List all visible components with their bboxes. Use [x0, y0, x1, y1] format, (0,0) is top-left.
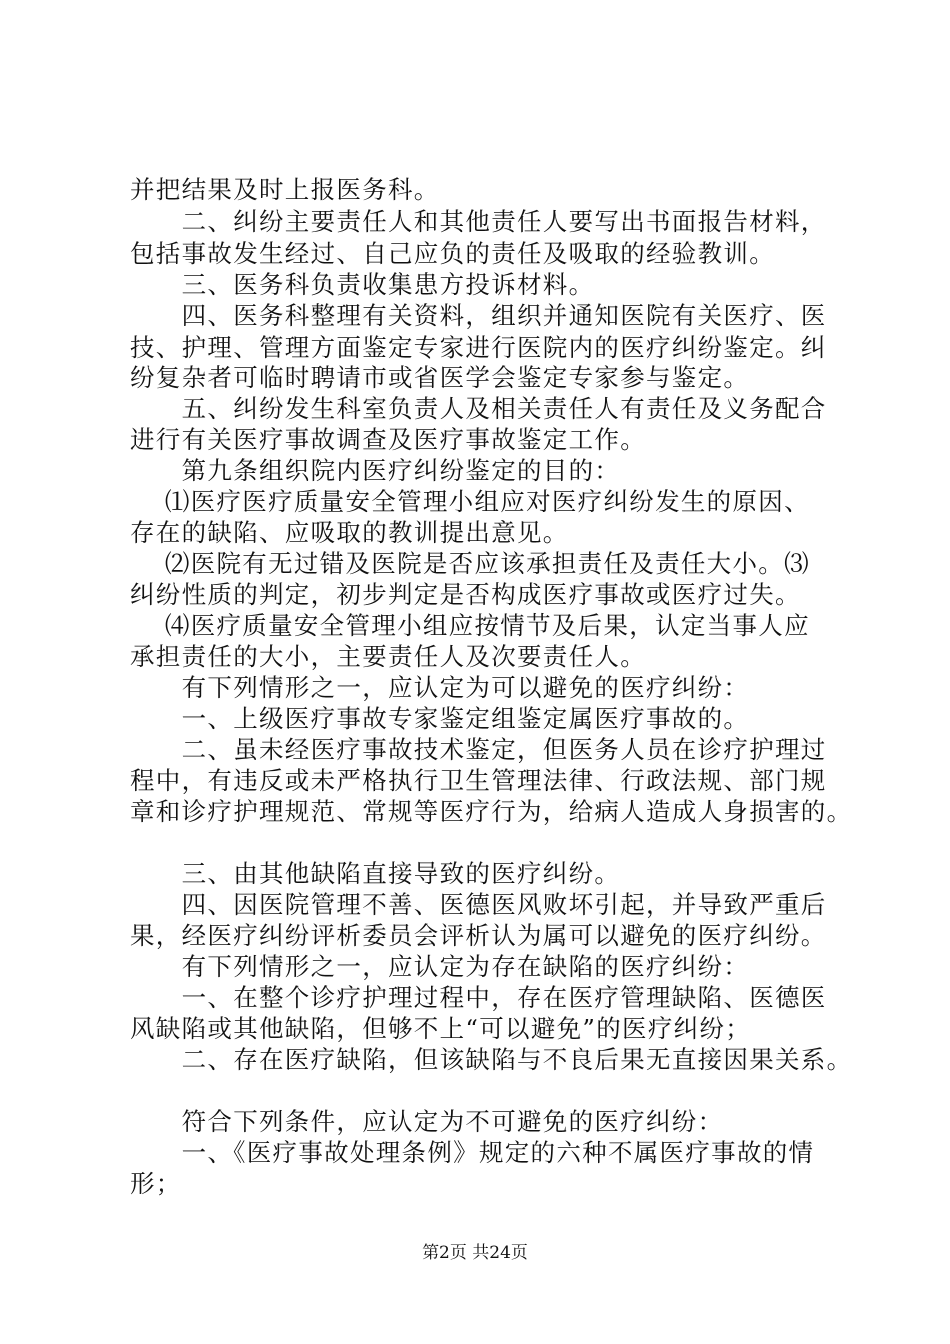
- paragraph-line: 程中，有违反或未严格执行卫生管理法律、行政法规、部门规: [130, 766, 827, 795]
- paragraph-line: 一、在整个诊疗护理过程中，存在医疗管理缺陷、医德医: [130, 983, 827, 1012]
- paragraph-line: 技、护理、管理方面鉴定专家进行医院内的医疗纠纷鉴定。纠: [130, 333, 827, 362]
- paragraph-line: 二、虽未经医疗事故技术鉴定，但医务人员在诊疗护理过: [130, 735, 827, 764]
- paragraph-line: 包括事故发生经过、自己应负的责任及吸取的经验教训。: [130, 239, 775, 268]
- page-number-footer: 第2页 共24页: [422, 1243, 528, 1263]
- paragraph-line: 二、存在医疗缺陷，但该缺陷与不良后果无直接因果关系。: [130, 1045, 853, 1074]
- paragraph-line: 有下列情形之一，应认定为存在缺陷的医疗纠纷：: [130, 952, 750, 981]
- paragraph-line: 四、因医院管理不善、医德医风败坏引起，并导致严重后: [130, 890, 827, 919]
- paragraph-line: 符合下列条件，应认定为不可避免的医疗纠纷：: [130, 1107, 724, 1136]
- paragraph-line: 进行有关医疗事故调查及医疗事故鉴定工作。: [130, 425, 646, 454]
- paragraph-line: 有下列情形之一，应认定为可以避免的医疗纠纷：: [130, 673, 750, 702]
- paragraph-line: ⑷医疗质量安全管理小组应按情节及后果，认定当事人应: [130, 611, 810, 640]
- paragraph-line: 三、医务科负责收集患方投诉材料。: [130, 270, 595, 299]
- paragraph-line: 四、医务科整理有关资料，组织并通知医院有关医疗、医: [130, 301, 827, 330]
- paragraph-line: ⑵医院有无过错及医院是否应该承担责任及责任大小。⑶: [130, 549, 810, 578]
- paragraph-line: 纠纷性质的判定，初步判定是否构成医疗事故或医疗过失。: [130, 580, 801, 609]
- paragraph-line: ⑴医疗医疗质量安全管理小组应对医疗纠纷发生的原因、: [130, 487, 810, 516]
- blank-line: [130, 828, 835, 858]
- paragraph-line: 第九条组织院内医疗纠纷鉴定的目的：: [130, 456, 621, 485]
- blank-line: [130, 1076, 835, 1106]
- paragraph-line: 形；: [130, 1169, 182, 1198]
- paragraph-line: 并把结果及时上报医务科。: [130, 175, 440, 204]
- paragraph-line: 三、由其他缺陷直接导致的医疗纠纷。: [130, 859, 621, 888]
- paragraph-line: 五、纠纷发生科室负责人及相关责任人有责任及义务配合: [130, 394, 827, 423]
- paragraph-line: 纷复杂者可临时聘请市或省医学会鉴定专家参与鉴定。: [130, 363, 750, 392]
- paragraph-line: 章和诊疗护理规范、常规等医疗行为，给病人造成人身损害的。: [130, 797, 853, 826]
- paragraph-line: 一、《医疗事故处理条例》规定的六种不属医疗事故的情: [130, 1138, 815, 1167]
- paragraph-line: 二、纠纷主要责任人和其他责任人要写出书面报告材料，: [130, 207, 827, 236]
- paragraph-line: 存在的缺陷、应吸取的教训提出意见。: [130, 518, 569, 547]
- paragraph-line: 风缺陷或其他缺陷，但够不上“可以避免”的医疗纠纷；: [130, 1014, 752, 1043]
- paragraph-line: 一、上级医疗事故专家鉴定组鉴定属医疗事故的。: [130, 704, 750, 733]
- paragraph-line: 果，经医疗纠纷评析委员会评析认为属可以避免的医疗纠纷。: [130, 921, 827, 950]
- paragraph-line: 承担责任的大小，主要责任人及次要责任人。: [130, 642, 646, 671]
